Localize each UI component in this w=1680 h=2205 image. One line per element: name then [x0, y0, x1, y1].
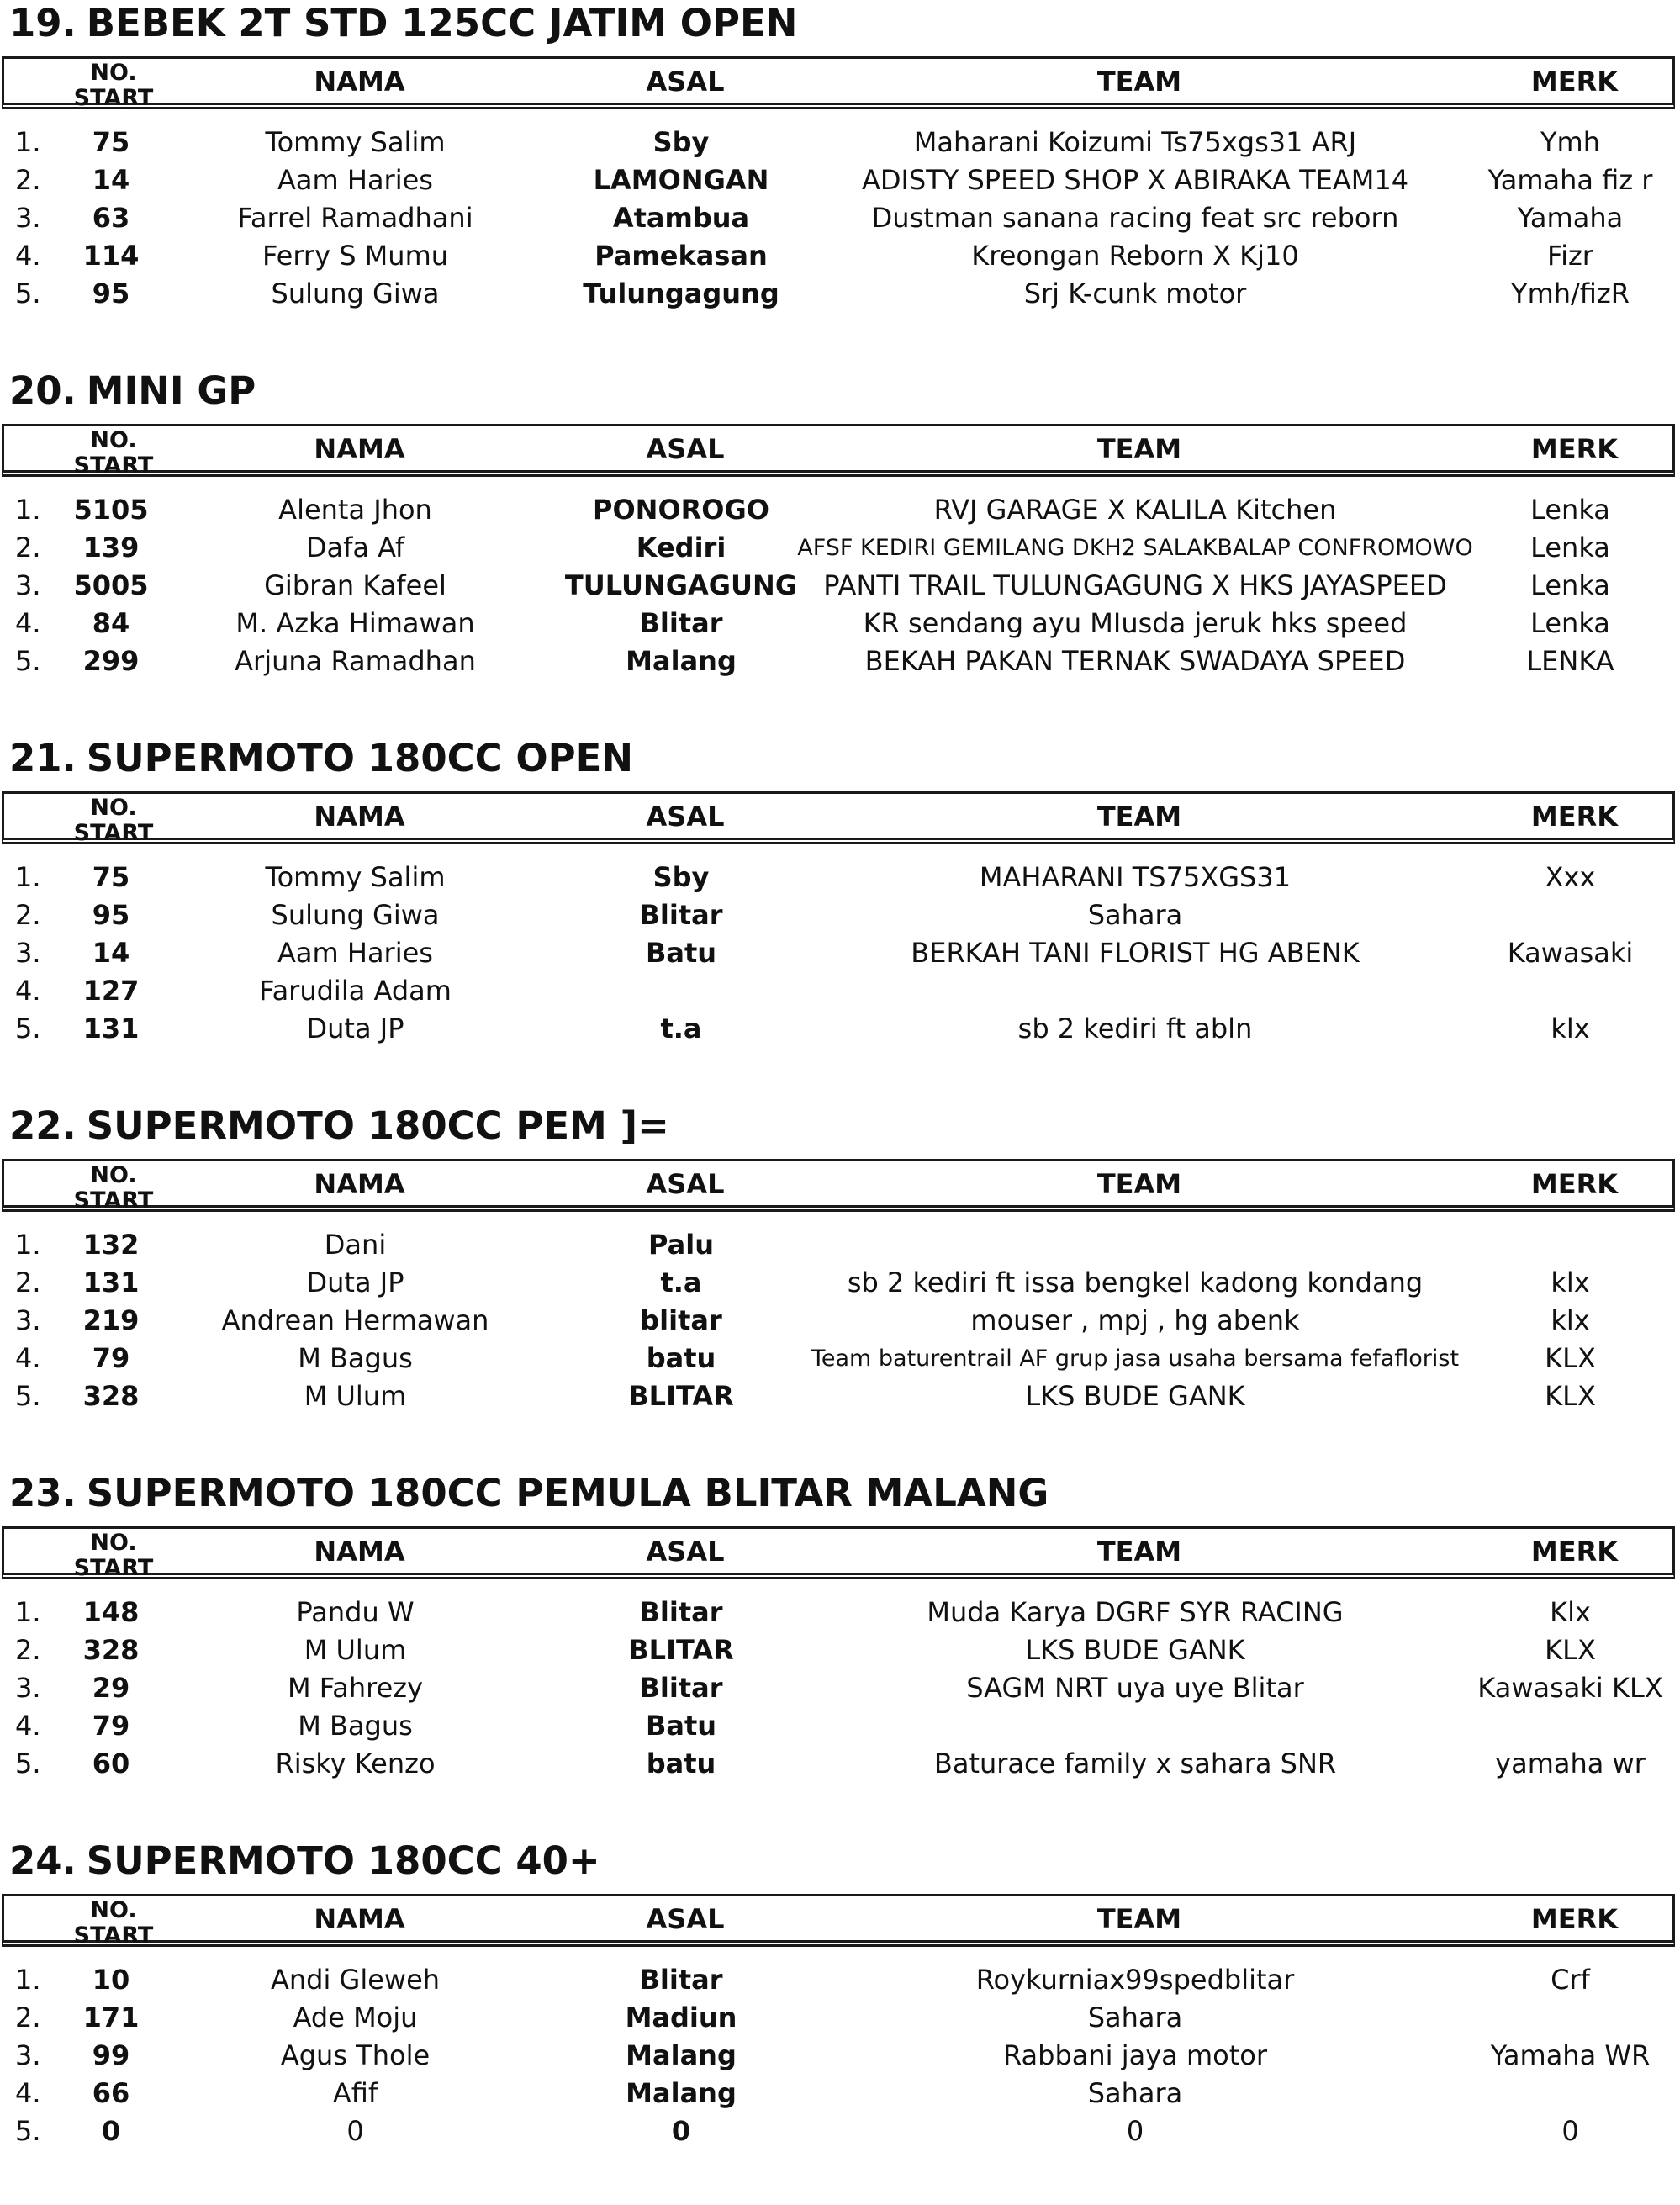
cell-start-number: 219 [82, 1304, 140, 1336]
cell-asal: Malang [626, 645, 737, 677]
header-nama: NAMA [314, 66, 405, 98]
cell-rank: 5. [15, 645, 41, 677]
race-class-title [9, 0, 797, 47]
cell-rank: 4. [15, 1342, 41, 1374]
cell-rank: 1. [15, 1229, 41, 1261]
cell-team: Sahara [1087, 2077, 1183, 2109]
header-no: NO. [90, 1897, 137, 1923]
cell-merk: Kawasaki KLX [1477, 1672, 1663, 1704]
cell-merk: LENKA [1526, 645, 1614, 677]
cell-team: Dustman sanana racing feat src reborn [871, 202, 1399, 234]
cell-rank: 1. [15, 494, 41, 526]
cell-rank: 3. [15, 2039, 41, 2071]
cell-asal: blitar [640, 1304, 722, 1336]
cell-asal: TULUNGAGUNG [564, 569, 798, 601]
header-no-start [63, 1898, 164, 1949]
cell-asal: Blitar [639, 1672, 723, 1704]
entry-list [0, 124, 1680, 313]
cell-rank: 2. [15, 2001, 41, 2033]
race-class-title [9, 368, 256, 415]
cell-start-number: 79 [92, 1710, 130, 1742]
cell-rank: 1. [15, 126, 41, 158]
cell-start-number: 75 [92, 126, 130, 158]
cell-nama: Duta JP [306, 1266, 404, 1298]
table-row [0, 2075, 1680, 2112]
table-row [0, 491, 1680, 529]
header-no-start [63, 428, 164, 479]
cell-nama: Tommy Salim [265, 126, 446, 158]
table-row [0, 567, 1680, 605]
table-row [0, 1631, 1680, 1669]
header-no: NO. [90, 795, 137, 821]
cell-team: LKS BUDE GANK [1025, 1634, 1245, 1666]
cell-rank: 4. [15, 975, 41, 1007]
cell-merk: Lenka [1530, 494, 1610, 526]
cell-merk: klx [1551, 1013, 1590, 1044]
cell-nama: Aam Haries [277, 164, 433, 196]
table-row [0, 1340, 1680, 1377]
cell-asal: BLITAR [628, 1634, 734, 1666]
cell-nama: Dafa Af [305, 531, 405, 563]
table-row [0, 1707, 1680, 1745]
cell-merk: Fizr [1547, 240, 1593, 272]
cell-nama: Duta JP [306, 1013, 404, 1044]
cell-asal: Tulungagung [583, 278, 779, 309]
cell-nama: M Fahrezy [287, 1672, 423, 1704]
cell-rank: 1. [15, 861, 41, 893]
cell-team: Roykurniax99spedblitar [975, 1964, 1295, 1996]
table-row [0, 2037, 1680, 2075]
header-team: TEAM [1096, 801, 1182, 833]
cell-rank: 1. [15, 1964, 41, 1996]
header-team: TEAM [1096, 66, 1182, 98]
race-class-section [0, 735, 1680, 1102]
cell-rank: 4. [15, 240, 41, 272]
cell-merk: Lenka [1530, 531, 1610, 563]
race-class-name: SUPERMOTO 180CC PEM ]= [86, 1103, 669, 1148]
cell-nama: M. Azka Himawan [235, 607, 475, 639]
cell-merk: KLX [1545, 1380, 1596, 1412]
header-no: NO. [90, 427, 137, 453]
cell-merk: Lenka [1530, 607, 1610, 639]
cell-rank: 2. [15, 899, 41, 931]
cell-merk: Yamaha [1517, 202, 1624, 234]
cell-merk: Crf [1551, 1964, 1590, 1996]
cell-team: ADISTY SPEED SHOP X ABIRAKA TEAM14 [861, 164, 1409, 196]
race-class-number: 23. [9, 1471, 77, 1515]
cell-team: Rabbani jaya motor [1003, 2039, 1267, 2071]
cell-asal: Madiun [625, 2001, 737, 2033]
cell-asal: batu [646, 1342, 716, 1374]
cell-asal: 0 [671, 2115, 691, 2147]
table-row [0, 1999, 1680, 2037]
cell-asal: Pamekasan [594, 240, 768, 272]
cell-rank: 2. [15, 1634, 41, 1666]
cell-nama: M Ulum [304, 1634, 407, 1666]
cell-rank: 3. [15, 202, 41, 234]
cell-start-number: 29 [92, 1672, 130, 1704]
table-row [0, 1745, 1680, 1783]
cell-merk: 0 [1561, 2115, 1579, 2147]
cell-merk: Xxx [1545, 861, 1596, 893]
cell-start-number: 63 [92, 202, 130, 234]
race-class-name: SUPERMOTO 180CC OPEN [86, 736, 633, 780]
cell-start-number: 5005 [73, 569, 149, 601]
cell-nama: Sulung Giwa [271, 899, 440, 931]
header-merk: MERK [1530, 1903, 1619, 1935]
cell-asal [538, 972, 824, 1010]
cell-start-number: 95 [92, 278, 130, 309]
entry-list [0, 859, 1680, 1048]
cell-team: AFSF KEDIRI GEMILANG DKH2 SALAKBALAP CONFROMOWO [797, 535, 1473, 561]
race-class-number: 20. [9, 368, 77, 413]
cell-asal: Blitar [639, 1964, 723, 1996]
cell-team: LKS BUDE GANK [1025, 1380, 1245, 1412]
cell-team: KR sendang ayu MIusda jeruk hks speed [863, 607, 1408, 639]
race-class-name: MINI GP [86, 368, 256, 413]
cell-merk: Ymh [1540, 126, 1600, 158]
cell-start-number: 79 [92, 1342, 130, 1374]
cell-nama: Ferry S Mumu [262, 240, 449, 272]
cell-rank: 1. [15, 1596, 41, 1628]
cell-start-number: 328 [82, 1634, 140, 1666]
cell-team [786, 1707, 1484, 1745]
cell-start-number: 299 [82, 645, 140, 677]
cell-asal: batu [646, 1748, 716, 1779]
header-nama: NAMA [314, 1536, 405, 1568]
cell-merk: KLX [1545, 1634, 1596, 1666]
cell-nama: Tommy Salim [265, 861, 446, 893]
cell-rank: 5. [15, 1748, 41, 1779]
cell-asal: BLITAR [628, 1380, 734, 1412]
cell-merk [1463, 1226, 1677, 1264]
cell-asal: t.a [660, 1266, 702, 1298]
cell-merk [1463, 972, 1677, 1010]
table-row [0, 529, 1680, 567]
cell-start-number: 0 [101, 2115, 121, 2147]
cell-nama: Arjuna Ramadhan [235, 645, 476, 677]
cell-nama: Sulung Giwa [271, 278, 440, 309]
cell-start-number: 131 [82, 1266, 140, 1298]
header-no-start [63, 1163, 164, 1214]
cell-nama: Pandu W [296, 1596, 415, 1628]
cell-start-number: 131 [82, 1013, 140, 1044]
race-class-number: 21. [9, 736, 77, 780]
cell-asal: Malang [626, 2077, 737, 2109]
header-asal: ASAL [646, 1903, 725, 1935]
entry-list [0, 491, 1680, 680]
cell-nama: 0 [346, 2115, 364, 2147]
header-asal: ASAL [646, 1168, 725, 1200]
cell-start-number: 139 [82, 531, 140, 563]
race-class-title [9, 1102, 669, 1150]
cell-rank: 3. [15, 1672, 41, 1704]
cell-nama: Gibran Kafeel [264, 569, 446, 601]
cell-nama: Farrel Ramadhani [237, 202, 473, 234]
entry-list [0, 1594, 1680, 1783]
header-no-start [63, 61, 164, 111]
cell-merk: Yamaha fiz r [1487, 164, 1653, 196]
cell-asal: Blitar [639, 899, 723, 931]
header-merk: MERK [1530, 66, 1619, 98]
cell-asal: Kediri [636, 531, 726, 563]
cell-start-number: 84 [92, 607, 130, 639]
cell-start-number: 5105 [73, 494, 149, 526]
cell-rank: 5. [15, 1380, 41, 1412]
cell-nama: M Bagus [298, 1710, 413, 1742]
cell-merk: Ymh/fizR [1511, 278, 1630, 309]
table-row [0, 605, 1680, 642]
table-header [2, 791, 1675, 844]
race-class-number: 22. [9, 1103, 77, 1148]
header-no: NO. [90, 1162, 137, 1188]
header-nama: NAMA [314, 1903, 405, 1935]
header-nama: NAMA [314, 1168, 405, 1200]
cell-asal: Palu [648, 1229, 714, 1261]
header-start: START [73, 1922, 154, 1949]
cell-rank: 2. [15, 1266, 41, 1298]
cell-start-number: 14 [92, 164, 130, 196]
race-class-name: SUPERMOTO 180CC 40+ [86, 1838, 600, 1883]
header-start: START [73, 1187, 154, 1214]
race-class-name: BEBEK 2T STD 125CC JATIM OPEN [86, 1, 798, 45]
table-header [2, 56, 1675, 109]
cell-team: BERKAH TANI FLORIST HG ABENK [911, 937, 1360, 969]
header-merk: MERK [1530, 1168, 1619, 1200]
table-row [0, 1961, 1680, 1999]
cell-start-number: 10 [92, 1964, 130, 1996]
header-team: TEAM [1096, 433, 1182, 465]
cell-team: sb 2 kediri ft issa bengkel kadong kondang [847, 1266, 1424, 1298]
cell-team: Baturace family x sahara SNR [933, 1748, 1337, 1779]
table-row [0, 199, 1680, 237]
header-nama: NAMA [314, 433, 405, 465]
header-no: NO. [90, 60, 137, 86]
race-class-section [0, 368, 1680, 735]
header-asal: ASAL [646, 433, 725, 465]
cell-start-number: 99 [92, 2039, 130, 2071]
header-merk: MERK [1530, 433, 1619, 465]
header-start: START [73, 85, 154, 111]
cell-start-number: 95 [92, 899, 130, 931]
cell-team: Kreongan Reborn X Kj10 [971, 240, 1299, 272]
cell-nama: M Ulum [304, 1380, 407, 1412]
cell-team [786, 972, 1484, 1010]
cell-merk [1463, 1999, 1677, 2037]
race-class-title [9, 735, 633, 782]
cell-start-number: 328 [82, 1380, 140, 1412]
cell-merk [1463, 2075, 1677, 2112]
cell-nama: Andi Gleweh [270, 1964, 441, 1996]
cell-rank: 3. [15, 1304, 41, 1336]
cell-team: Sahara [1087, 2001, 1183, 2033]
cell-rank: 5. [15, 2115, 41, 2147]
cell-merk: yamaha wr [1495, 1748, 1646, 1779]
cell-rank: 2. [15, 164, 41, 196]
header-asal: ASAL [646, 66, 725, 98]
race-class-number: 24. [9, 1838, 77, 1883]
cell-team: sb 2 kediri ft abln [1017, 1013, 1253, 1044]
cell-nama: Risky Kenzo [275, 1748, 436, 1779]
cell-start-number: 75 [92, 861, 130, 893]
cell-start-number: 60 [92, 1748, 130, 1779]
cell-rank: 2. [15, 531, 41, 563]
cell-nama: Dani [324, 1229, 387, 1261]
cell-merk: Kawasaki [1507, 937, 1634, 969]
cell-nama: Ade Moju [293, 2001, 418, 2033]
table-row [0, 237, 1680, 275]
entry-list [0, 1226, 1680, 1415]
cell-rank: 4. [15, 607, 41, 639]
cell-nama: Alenta Jhon [278, 494, 432, 526]
race-class-section [0, 1470, 1680, 1838]
table-row [0, 1669, 1680, 1707]
header-start: START [73, 820, 154, 846]
cell-merk: Klx [1550, 1596, 1591, 1628]
header-asal: ASAL [646, 801, 725, 833]
cell-team [786, 1226, 1484, 1264]
race-class-section [0, 1838, 1680, 2205]
cell-start-number: 148 [82, 1596, 140, 1628]
race-class-section [0, 0, 1680, 368]
cell-start-number: 66 [92, 2077, 130, 2109]
cell-asal: Blitar [639, 1596, 723, 1628]
table-row [0, 161, 1680, 199]
cell-merk: Yamaha WR [1490, 2039, 1651, 2071]
cell-rank: 4. [15, 2077, 41, 2109]
cell-rank: 4. [15, 1710, 41, 1742]
cell-team: Muda Karya DGRF SYR RACING [927, 1596, 1344, 1628]
cell-merk [1463, 896, 1677, 934]
cell-start-number: 171 [82, 2001, 140, 2033]
table-row [0, 1302, 1680, 1340]
header-merk: MERK [1530, 1536, 1619, 1568]
cell-merk: klx [1551, 1304, 1590, 1336]
table-row [0, 859, 1680, 896]
cell-start-number: 127 [82, 975, 140, 1007]
header-no: NO. [90, 1530, 137, 1556]
header-team: TEAM [1096, 1903, 1182, 1935]
table-header [2, 1894, 1675, 1947]
cell-start-number: 114 [82, 240, 140, 272]
cell-team: MAHARANI TS75XGS31 [979, 861, 1292, 893]
table-row [0, 124, 1680, 161]
header-start: START [73, 452, 154, 479]
table-row [0, 1377, 1680, 1415]
cell-team: mouser , mpj , hg abenk [970, 1304, 1300, 1336]
cell-nama: Agus Thole [280, 2039, 431, 2071]
cell-asal: Malang [626, 2039, 737, 2071]
cell-merk [1463, 1707, 1677, 1745]
table-row [0, 896, 1680, 934]
cell-rank: 5. [15, 1013, 41, 1044]
table-header [2, 424, 1675, 477]
cell-nama: Aam Haries [277, 937, 433, 969]
cell-asal: Sby [652, 861, 710, 893]
table-header [2, 1159, 1675, 1212]
cell-asal: Batu [645, 937, 717, 969]
table-row [0, 1226, 1680, 1264]
cell-team: BEKAH PAKAN TERNAK SWADAYA SPEED [864, 645, 1406, 677]
cell-rank: 5. [15, 278, 41, 309]
header-team: TEAM [1096, 1536, 1182, 1568]
cell-asal: t.a [660, 1013, 702, 1044]
cell-team: RVJ GARAGE X KALILA Kitchen [933, 494, 1337, 526]
cell-merk: klx [1551, 1266, 1590, 1298]
table-row [0, 1594, 1680, 1631]
race-class-name: SUPERMOTO 180CC PEMULA BLITAR MALANG [86, 1471, 1049, 1515]
cell-team: Team baturentrail AF grup jasa usaha bersama fefaflorist [811, 1346, 1460, 1372]
cell-nama: Andrean Hermawan [221, 1304, 489, 1336]
cell-rank: 3. [15, 937, 41, 969]
race-class-title [9, 1470, 1049, 1517]
cell-asal: Sby [652, 126, 710, 158]
cell-asal: Atambua [612, 202, 750, 234]
cell-merk: Lenka [1530, 569, 1610, 601]
table-row [0, 1264, 1680, 1302]
header-no-start [63, 1531, 164, 1581]
cell-start-number: 14 [92, 937, 130, 969]
race-class-title [9, 1838, 600, 1885]
header-start: START [73, 1555, 154, 1581]
cell-asal: Batu [645, 1710, 717, 1742]
table-row [0, 642, 1680, 680]
table-row [0, 934, 1680, 972]
cell-asal: LAMONGAN [593, 164, 769, 196]
header-asal: ASAL [646, 1536, 725, 1568]
cell-team: 0 [1126, 2115, 1144, 2147]
header-nama: NAMA [314, 801, 405, 833]
header-team: TEAM [1096, 1168, 1182, 1200]
table-row [0, 275, 1680, 313]
race-class-section [0, 1102, 1680, 1470]
cell-merk: KLX [1545, 1342, 1596, 1374]
race-class-number: 19. [9, 1, 77, 45]
header-no-start [63, 796, 164, 846]
table-row [0, 972, 1680, 1010]
cell-nama: Afif [332, 2077, 378, 2109]
table-row [0, 1010, 1680, 1048]
cell-nama: Farudila Adam [259, 975, 452, 1007]
cell-asal: PONOROGO [593, 494, 769, 526]
cell-rank: 3. [15, 569, 41, 601]
header-merk: MERK [1530, 801, 1619, 833]
table-row [0, 2112, 1680, 2150]
cell-team: Sahara [1087, 899, 1183, 931]
cell-team: Maharani Koizumi Ts75xgs31 ARJ [913, 126, 1357, 158]
entry-list [0, 1961, 1680, 2150]
cell-team: Srj K-cunk motor [1023, 278, 1247, 309]
cell-nama: M Bagus [298, 1342, 413, 1374]
cell-asal: Blitar [639, 607, 723, 639]
table-header [2, 1526, 1675, 1579]
cell-start-number: 132 [82, 1229, 140, 1261]
cell-team: PANTI TRAIL TULUNGAGUNG X HKS JAYASPEED [823, 569, 1447, 601]
cell-team: SAGM NRT uya uye Blitar [966, 1672, 1304, 1704]
